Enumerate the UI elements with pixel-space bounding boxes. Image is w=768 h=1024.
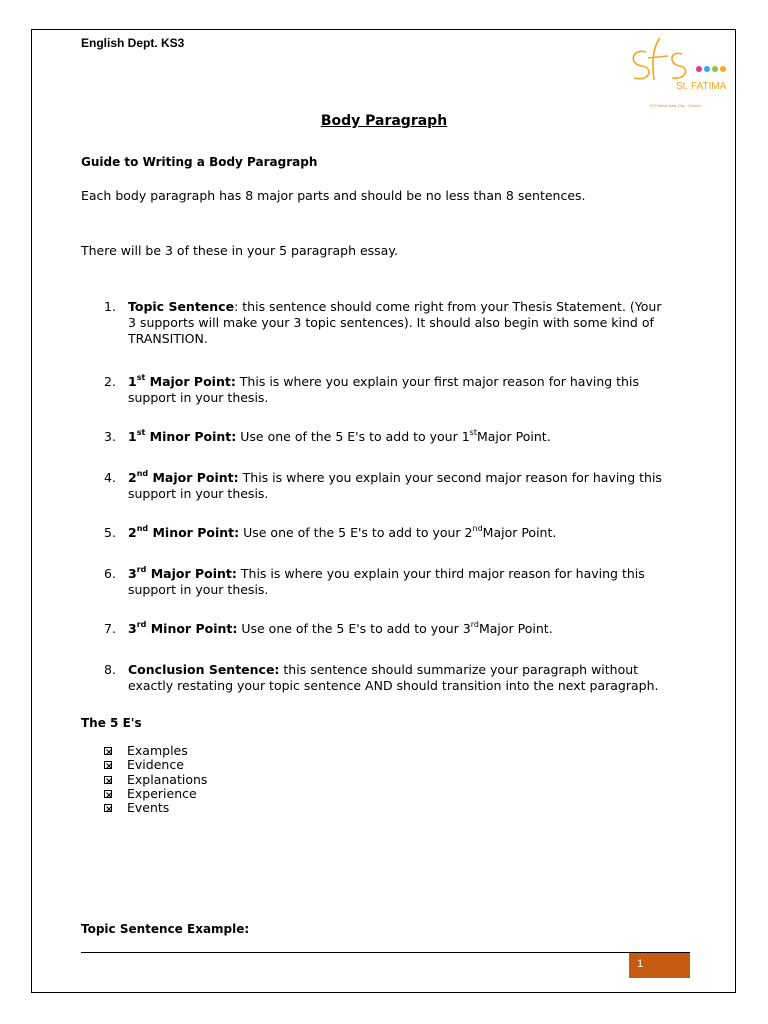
intro-paragraph-2: There will be 3 of these in your 5 paragraph essay. — [81, 243, 398, 258]
list-item: 5. 2nd Minor Point: Use one of the 5 E's to add to your 2ndMajor Point. — [104, 523, 557, 540]
list-item: 6. 3rd Major Point: This is where you explain your third major reason for having this support in your thesis. — [104, 564, 645, 597]
logo-text: St. FATIMA — [676, 81, 727, 92]
list-item: Explanations — [104, 773, 207, 787]
guide-heading: Guide to Writing a Body Paragraph — [81, 155, 318, 169]
topic-sentence-example-heading: Topic Sentence Example: — [81, 922, 250, 936]
list-item: Experience — [104, 787, 207, 801]
checkbox-x-icon — [104, 747, 112, 755]
checkbox-x-icon — [104, 804, 112, 812]
page-number-badge: 1 — [629, 953, 690, 978]
school-logo — [624, 34, 736, 112]
intro-paragraph-1: Each body paragraph has 8 major parts and should be no less than 8 sentences. — [81, 188, 586, 203]
checkbox-x-icon — [104, 776, 112, 784]
checkbox-x-icon — [104, 761, 112, 769]
list-item: Examples — [104, 744, 207, 758]
list-item: 2. 1st Major Point: This is where you explain your first major reason for having this support in your thesis. — [104, 372, 639, 405]
list-item: Events — [104, 801, 207, 815]
footer-divider — [81, 952, 690, 953]
page-border — [31, 29, 736, 993]
list-item: 1. Topic Sentence: this sentence should come right from your Thesis Statement. (Your 3 supports will make your 3 topic sentences). It should also begin with some kind of TRANSITION. — [104, 299, 662, 346]
five-es-heading: The 5 E's — [81, 716, 142, 730]
list-item: 7. 3rd Minor Point: Use one of the 5 E's to add to your 3rdMajor Point. — [104, 619, 553, 636]
page-title: Body Paragraph — [320, 113, 448, 129]
five-es-list — [104, 744, 207, 815]
list-item: 8. Conclusion Sentence: this sentence should summarize your paragraph without exactly restating your topic sentence AND should transition into the next paragraph. — [104, 662, 659, 693]
department-label: English Dept. KS3 — [81, 36, 185, 50]
list-item: 4. 2nd Major Point: This is where you explain your second major reason for having this support in your thesis. — [104, 468, 662, 501]
logo-tagline: St Fatima Nasr City - School — [650, 103, 701, 108]
list-item: 3. 1st Minor Point: Use one of the 5 E's to add to your 1stMajor Point. — [104, 427, 551, 444]
list-item: Evidence — [104, 758, 207, 772]
checkbox-x-icon — [104, 790, 112, 798]
